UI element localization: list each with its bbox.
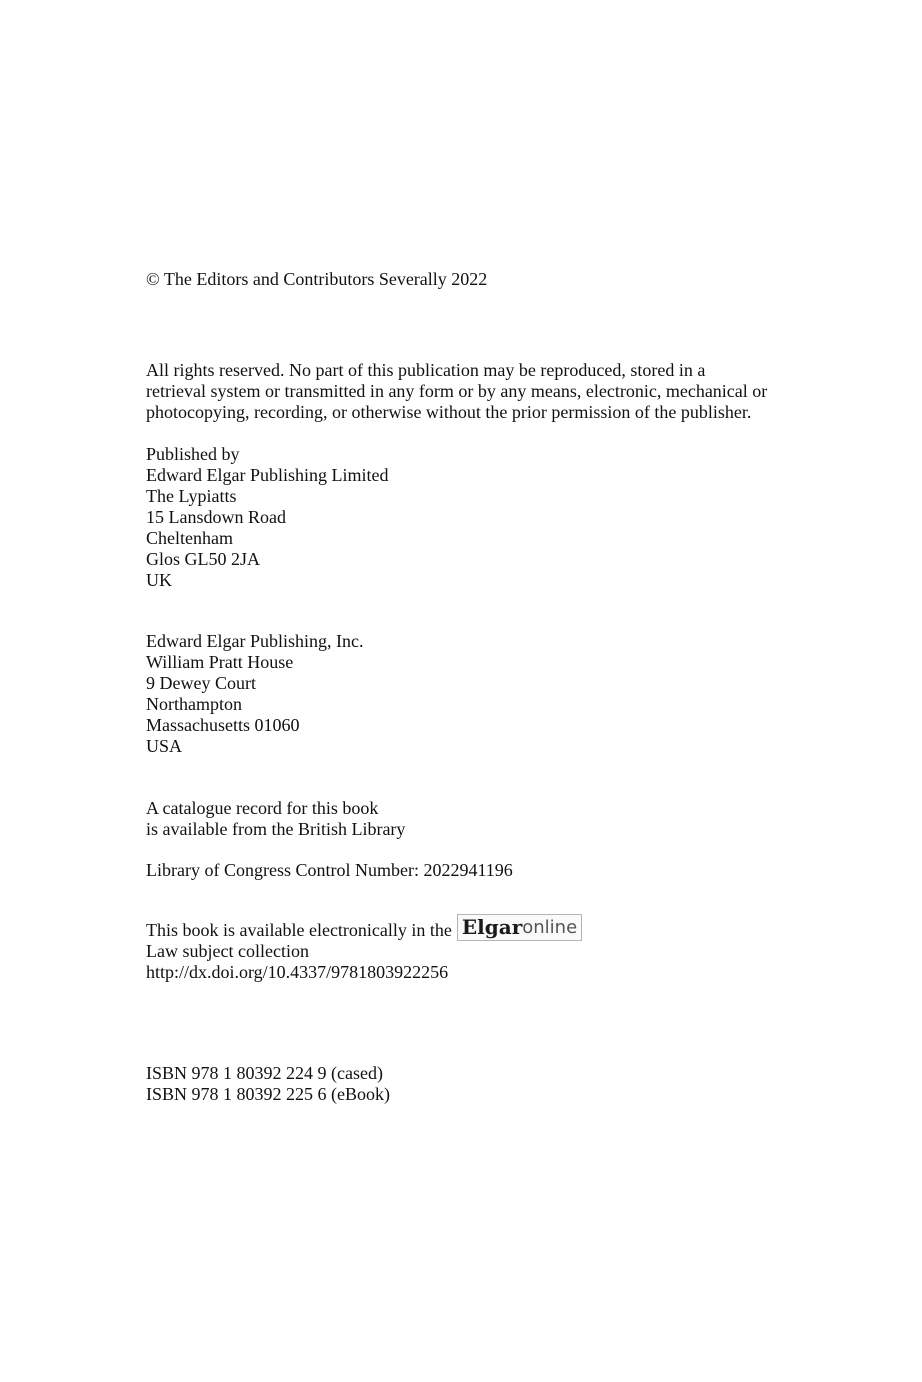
address-line: Cheltenham [146,528,233,548]
doi-link[interactable]: http://dx.doi.org/10.4337/9781803922256 [146,962,449,982]
isbn-line: ISBN 978 1 80392 224 9 (cased) [146,1063,383,1083]
isbn-list [146,1063,390,1105]
rights-line: photocopying, recording, or otherwise without the prior permission of the publisher. [146,402,752,422]
address-line: 9 Dewey Court [146,673,256,693]
elgaronline-logo [457,914,582,941]
address-line: William Pratt House [146,652,294,672]
isbn-line: ISBN 978 1 80392 225 6 (eBook) [146,1084,390,1104]
address-line: Massachusetts 01060 [146,715,300,735]
copyright-line: © The Editors and Contributors Severally 2022 [146,269,488,289]
address-line: Glos GL50 2JA [146,549,261,569]
address-line: UK [146,570,172,590]
rights-statement [146,360,767,423]
catalogue-line: A catalogue record for this book [146,798,379,818]
address-line: The Lypiatts [146,486,237,506]
address-line: 15 Lansdown Road [146,507,286,527]
address-line: Published by [146,444,240,464]
catalogue-record [146,798,405,840]
rights-line: All rights reserved. No part of this publication may be reproduced, stored in a [146,360,706,380]
copyright-notice [146,269,487,290]
rights-line: retrieval system or transmitted in any form or by any means, electronic, mechanical or [146,381,768,401]
publisher-uk-address [146,444,388,591]
address-line: USA [146,736,183,756]
electronic-intro-row [146,912,582,941]
address-line: Edward Elgar Publishing, Inc. [146,631,364,651]
publisher-us-address [146,631,363,757]
lccn-line: Library of Congress Control Number: 2022941196 [146,860,513,880]
address-line: Northampton [146,694,242,714]
catalogue-line: is available from the British Library [146,819,406,839]
logo-bold-text: Elgar [461,915,523,939]
logo-light-text: online [522,917,578,938]
collection-line: Law subject collection [146,941,309,961]
electronic-intro: This book is available electronically in the [146,920,452,940]
electronic-availability [146,912,582,983]
address-line: Edward Elgar Publishing Limited [146,465,389,485]
lccn-record [146,860,513,881]
